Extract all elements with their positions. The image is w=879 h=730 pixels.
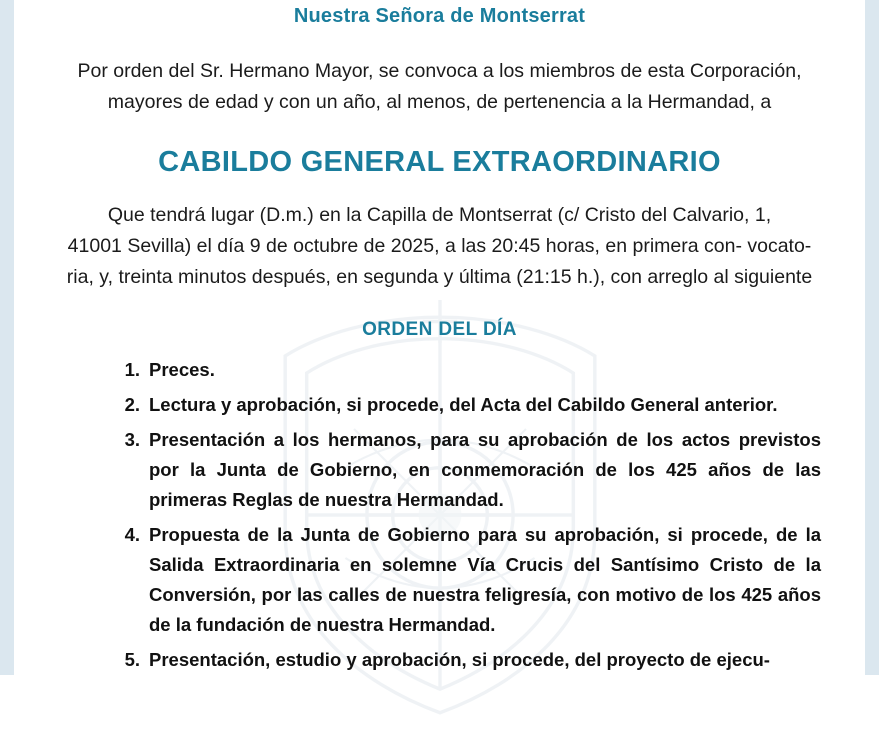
lugar-line-2: 41001 Sevilla) el día 9 de octubre de 2025, a las 20:45 horas, en primera con- vocato- <box>67 235 812 257</box>
list-item: Lectura y aprobación, si procede, del Acta del Cabildo General anterior. <box>149 394 778 415</box>
cabildo-title: CABILDO GENERAL EXTRAORDINARIO <box>158 146 721 178</box>
orden-del-dia-heading: ORDEN DEL DÍA <box>362 319 517 340</box>
convocatoria-paragraph <box>58 56 821 118</box>
list-item: Presentación, estudio y aprobación, si procede, del proyecto de ejecu- <box>149 649 770 670</box>
convocatoria-line-2: mayores de edad y con un año, al menos, de pertenencia a la Hermandad, a <box>107 91 772 113</box>
lugar-line-3: ria, y, treinta minutos después, en segunda y última (21:15 h.), con arreglo al siguiente <box>66 266 813 288</box>
document-subtitle: Nuestra Señora de Montserrat <box>293 5 586 27</box>
list-item: Presentación a los hermanos, para su aprobación de los actos previstos por la Junta de Gobierno, en conmemoración de los 425 años de las primeras Reglas de nuestra Hermandad. <box>149 429 821 510</box>
agenda-list <box>58 355 821 675</box>
list-item: Propuesta de la Junta de Gobierno para su aprobación, si procede, de la Salida Extraordinaria en solemne Vía Crucis del Santísimo Cristo de la Conversión, por las calles de nuestra feligresía, con motivo de los 425 años de la fundación de nuestra Hermandad. <box>149 524 821 635</box>
convocatoria-line-1: Por orden del Sr. Hermano Mayor, se convoca a los miembros de esta Corporación, <box>77 60 802 82</box>
document-content <box>0 2 879 675</box>
lugar-paragraph <box>58 200 821 293</box>
lugar-line-1: Que tendrá lugar (D.m.) en la Capilla de Montserrat (c/ Cristo del Calvario, 1, <box>107 204 772 226</box>
list-item: Preces. <box>149 359 215 380</box>
